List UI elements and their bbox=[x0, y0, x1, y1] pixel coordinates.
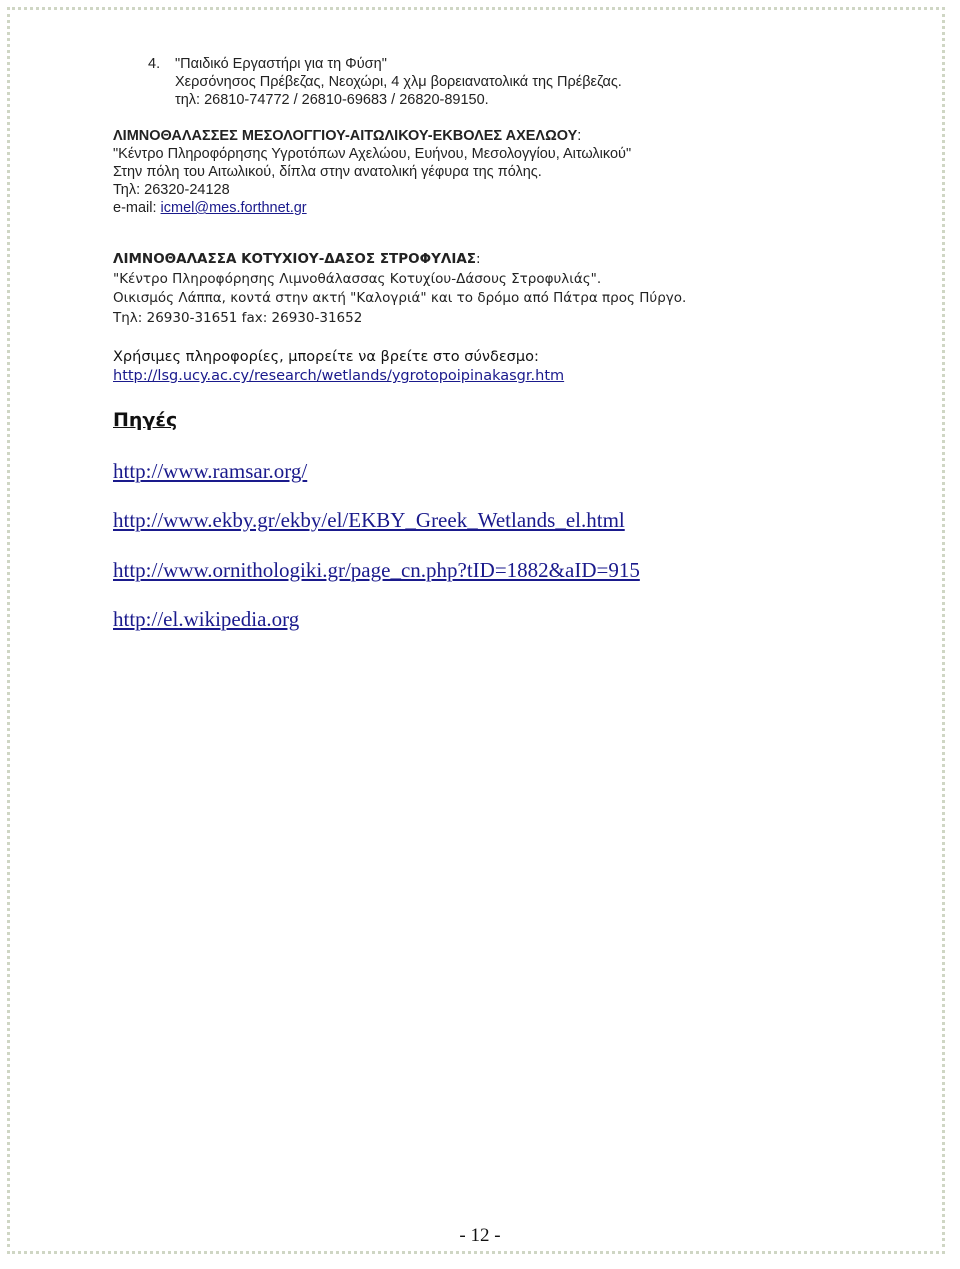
kotychi-phone: Τηλ: 26930-31651 fax: 26930-31652 bbox=[113, 309, 363, 326]
page-number: - 12 - bbox=[459, 1225, 501, 1246]
mesolongi-center-name: "Κέντρο Πληροφόρησης Υγροτόπων Αχελώου, Ευήνου, Μεσολογγίου, Αιτωλικού" bbox=[113, 146, 632, 162]
email-label: e-mail: bbox=[113, 200, 161, 216]
mesolongi-email-line bbox=[113, 199, 631, 217]
source-link-ramsar[interactable]: http://www.ramsar.org/ bbox=[113, 459, 308, 483]
useful-info-text: Χρήσιμες πληροφορίες, μπορείτε να βρείτε στο σύνδεσμο: bbox=[113, 349, 539, 365]
kotychi-heading-text: ΛΙΜΝΟΘΑΛΑΣΣΑ ΚΟΤΥΧΙΟΥ-ΔΑΣΟΣ ΣΤΡΟΦΥΛΙΑΣ bbox=[113, 251, 477, 267]
kotychi-location: Οικισμός Λάππα, κοντά στην ακτή "Καλογριά" και το δρόμο από Πάτρα προς Πύργο. bbox=[113, 290, 687, 306]
source-link-ekby[interactable]: http://www.ekby.gr/ekby/el/EKBY_Greek_Wetlands_el.html bbox=[113, 508, 625, 532]
mesolongi-heading-text: ΛΙΜΝΟΘΑΛΑΣΣΕΣ ΜΕΣΟΛΟΓΓΙΟΥ-ΑΙΤΩΛΙΚΟΥ-ΕΚΒΟΛΕΣ ΑΧΕΛΩΟΥ bbox=[113, 128, 578, 144]
kotychi-section bbox=[113, 250, 686, 328]
mesolongi-location: Στην πόλη του Αιτωλικού, δίπλα στην ανατολική γέφυρα της πόλης. bbox=[113, 164, 542, 180]
useful-info bbox=[113, 348, 564, 386]
item-4-text bbox=[175, 55, 622, 109]
item-4-phone: τηλ: 26810-74772 / 26810-69683 / 26820-89150. bbox=[175, 92, 489, 108]
item-4-location: Χερσόνησος Πρέβεζας, Νεοχώρι, 4 χλμ βορειανατολικά της Πρέβεζας. bbox=[175, 74, 622, 90]
source-link-ornithologiki[interactable]: http://www.ornithologiki.gr/page_cn.php?tID=1882&aID=915 bbox=[113, 558, 640, 582]
source-link-wikipedia[interactable]: http://el.wikipedia.org bbox=[113, 607, 300, 631]
kotychi-center-name: "Κέντρο Πληροφόρησης Λιμνοθάλασσας Κοτυχίου-Δάσους Στροφυλιάς". bbox=[113, 270, 602, 287]
mesolongi-phone: Τηλ: 26320-24128 bbox=[113, 182, 230, 198]
list-number: 4. bbox=[148, 56, 161, 72]
heading-colon: : bbox=[476, 251, 481, 267]
sources-heading: Πηγές bbox=[113, 409, 178, 431]
item-4-title: "Παιδικό Εργαστήρι για τη Φύση" bbox=[175, 56, 387, 72]
mesolongi-section bbox=[113, 127, 631, 217]
kotychi-heading bbox=[113, 250, 686, 270]
useful-info-link[interactable]: http://lsg.ucy.ac.cy/research/wetlands/ygrotopoipinakasgr.htm bbox=[113, 368, 565, 384]
mesolongi-heading bbox=[113, 127, 631, 145]
email-link[interactable]: icmel@mes.forthnet.gr bbox=[160, 200, 307, 216]
heading-colon: : bbox=[577, 128, 582, 144]
